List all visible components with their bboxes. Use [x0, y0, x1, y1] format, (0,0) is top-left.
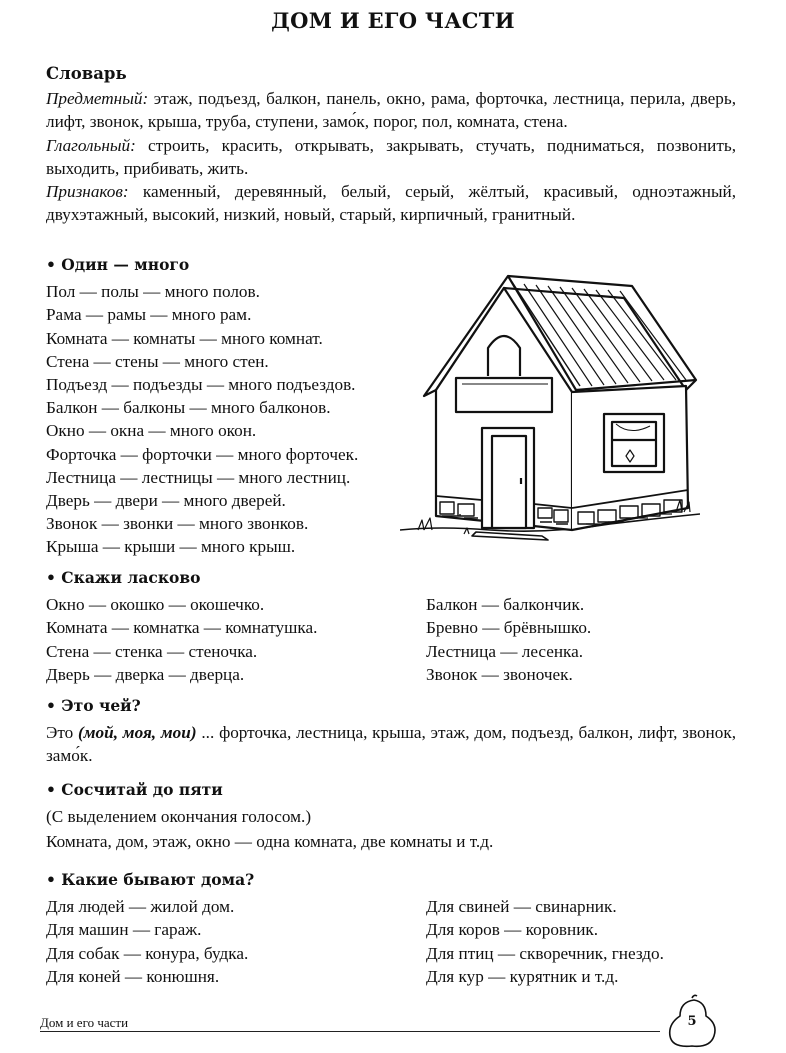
page-number: 5	[687, 1014, 697, 1029]
list-item: Для свиней — свинарник.	[426, 897, 617, 917]
one-many-section	[46, 253, 406, 559]
list-item: Форточка — форточки — много форточек.	[46, 444, 359, 464]
list-item: Для коров — коровник.	[426, 920, 599, 940]
list-item: Стена — стены — много стен.	[46, 351, 269, 371]
affection-right-column	[426, 593, 591, 686]
affection-left-column	[46, 593, 317, 686]
list-item: Для собак — конура, будка.	[46, 943, 249, 963]
list-item: Балкон — балконы — много балконов.	[46, 398, 331, 418]
whose-prefix: Это	[46, 723, 79, 743]
whose-text: ... форточка, лестница, крыша, этаж, дом, подъезд, балкон, лифт, звонок, замо́к.	[46, 723, 736, 766]
list-item: Для птиц — скворечник, гнездо.	[426, 943, 664, 963]
list-item: Для машин — гараж.	[46, 920, 202, 940]
dictionary-section	[46, 62, 736, 226]
list-item: Комната — комнаты — много комнат.	[46, 328, 323, 348]
footer-divider	[40, 1031, 660, 1032]
list-item: Подъезд — подъезды — много подъездов.	[46, 375, 356, 395]
list-item: Лестница — лесенка.	[426, 641, 584, 661]
house-kinds-left-column	[46, 895, 248, 988]
whose-options: (мой, моя, мои)	[78, 723, 197, 743]
list-item: Рама — рамы — много рам.	[46, 305, 252, 325]
list-item: Стена — стенка — стеночка.	[46, 641, 258, 661]
count-text: Комната, дом, этаж, окно — одна комната, две комнаты и т.д.	[46, 832, 494, 852]
affection-heading: • Скажи ласково	[46, 568, 201, 587]
house-illustration	[400, 268, 700, 568]
affection-section	[46, 566, 736, 689]
house-kinds-heading: • Какие бывают дома?	[46, 870, 255, 889]
page-title: ДОМ И ЕГО ЧАСТИ	[271, 8, 515, 33]
list-item: Окно — окна — много окон.	[46, 421, 257, 441]
count-section	[46, 778, 736, 854]
list-item: Балкон — балкончик.	[426, 595, 585, 615]
house-kinds-right-column	[426, 895, 664, 988]
objects-label: Предметный:	[46, 89, 149, 109]
footer-section-title: Дом и его части	[40, 1015, 129, 1030]
list-item: Звонок — звоночек.	[426, 664, 573, 684]
list-item: Крыша — крыши — много крыш.	[46, 537, 296, 557]
page-number-badge	[664, 994, 720, 1048]
list-item: Бревно — брёвнышко.	[426, 618, 592, 638]
objects-text: этаж, подъезд, балкон, панель, окно, рама, форточка, лестница, перила, дверь, лифт, звонок, крыша, труба, ступени, замо́к, порог, пол, комната, стена.	[46, 89, 736, 132]
list-item: Для кур — курятник и т.д.	[426, 966, 619, 986]
whose-heading: • Это чей?	[46, 696, 141, 715]
whose-section	[46, 694, 736, 768]
verbs-paragraph	[46, 134, 736, 180]
one-many-heading: • Один — много	[46, 255, 190, 274]
list-item: Дверь — двери — много дверей.	[46, 491, 286, 511]
list-item: Лестница — лестницы — много лестниц.	[46, 467, 351, 487]
count-note: (С выделением окончания голосом.)	[46, 807, 312, 827]
house-kinds-section	[46, 868, 736, 991]
adjectives-text: каменный, деревянный, белый, серый, жёлтый, красивый, одноэтажный, двухэтажный, высокий, низкий, новый, старый, кирпичный, гранитный.	[46, 182, 736, 225]
verbs-text: строить, красить, открывать, закрывать, стучать, подниматься, позвонить, выходить, прибивать, жить.	[46, 135, 736, 178]
count-heading: • Сосчитай до пяти	[46, 780, 223, 799]
list-item: Комната — комнатка — комнатушка.	[46, 618, 318, 638]
dictionary-heading: Словарь	[46, 64, 127, 83]
list-item: Звонок — звонки — много звонков.	[46, 514, 309, 534]
adjectives-paragraph	[46, 180, 736, 226]
list-item: Для людей — жилой дом.	[46, 897, 235, 917]
list-item: Дверь — дверка — дверца.	[46, 664, 245, 684]
whose-paragraph	[46, 721, 736, 767]
verbs-label: Глагольный:	[46, 135, 136, 155]
adjectives-label: Признаков:	[46, 182, 129, 202]
list-item: Для коней — конюшня.	[46, 966, 220, 986]
list-item: Пол — полы — много полов.	[46, 282, 260, 302]
objects-paragraph	[46, 87, 736, 133]
list-item: Окно — окошко — окошечко.	[46, 595, 265, 615]
